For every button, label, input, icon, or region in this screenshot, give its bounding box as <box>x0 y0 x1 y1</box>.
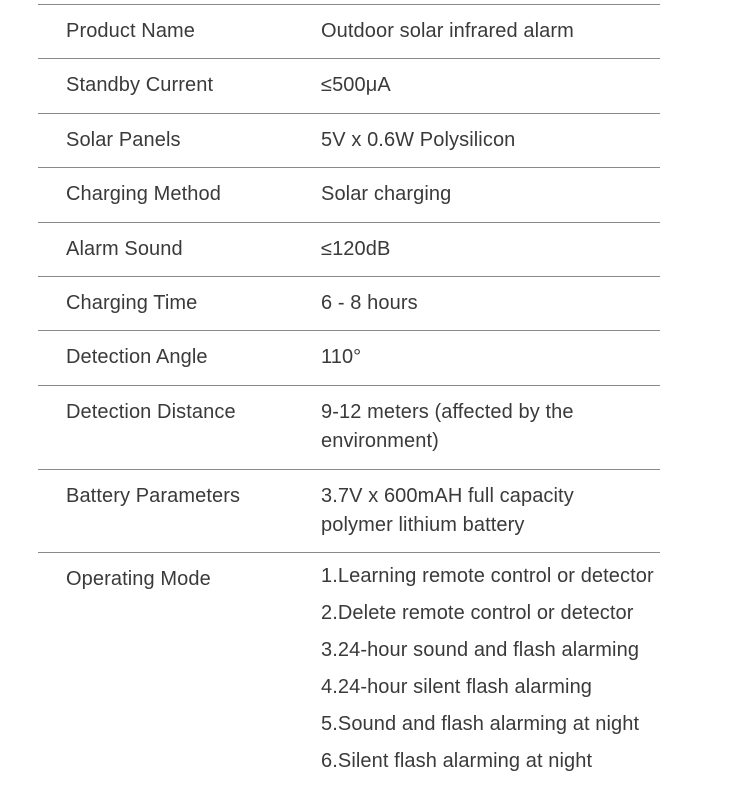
list-item: 2.Delete remote control or detector <box>321 603 660 623</box>
specification-table <box>38 4 660 785</box>
spec-label: Charging Time <box>38 276 321 330</box>
list-item: 4.24-hour silent flash alarming <box>321 677 660 697</box>
table-row <box>38 59 660 113</box>
table-row <box>38 168 660 222</box>
table-row <box>38 553 660 785</box>
spec-label: Charging Method <box>38 168 321 222</box>
list-item: 1.Learning remote control or detector <box>321 566 660 586</box>
list-item: 5.Sound and flash alarming at night <box>321 714 660 734</box>
list-item: 6.Silent flash alarming at night <box>321 751 660 771</box>
operating-mode-list <box>321 566 660 771</box>
spec-value-line: 3.7V x 600mAH full capacity <box>321 483 660 509</box>
spec-label: Product Name <box>38 5 321 59</box>
spec-value-line: ≤500μA <box>321 72 660 98</box>
spec-label: Detection Angle <box>38 331 321 385</box>
spec-value-line: 110° <box>321 344 660 370</box>
spec-value <box>321 385 660 469</box>
spec-value <box>321 168 660 222</box>
spec-label: Battery Parameters <box>38 469 321 553</box>
table-row <box>38 331 660 385</box>
spec-value-line: Solar charging <box>321 181 660 207</box>
specification-table-body <box>38 5 660 785</box>
spec-value <box>321 5 660 59</box>
spec-label: Alarm Sound <box>38 222 321 276</box>
spec-value-line: polymer lithium battery <box>321 512 660 538</box>
spec-value-line: 5V x 0.6W Polysilicon <box>321 127 660 153</box>
spec-value-line: 9-12 meters (affected by the <box>321 399 660 425</box>
table-row <box>38 113 660 167</box>
spec-label: Standby Current <box>38 59 321 113</box>
spec-value <box>321 59 660 113</box>
table-row <box>38 385 660 469</box>
table-row <box>38 5 660 59</box>
spec-value <box>321 331 660 385</box>
spec-value <box>321 222 660 276</box>
spec-value-line: environment) <box>321 428 660 454</box>
spec-label: Operating Mode <box>38 553 321 785</box>
spec-label: Detection Distance <box>38 385 321 469</box>
spec-value <box>321 113 660 167</box>
spec-label: Solar Panels <box>38 113 321 167</box>
spec-value-line: ≤120dB <box>321 236 660 262</box>
table-row <box>38 222 660 276</box>
spec-value <box>321 276 660 330</box>
table-row <box>38 276 660 330</box>
list-item: 3.24-hour sound and flash alarming <box>321 640 660 660</box>
spec-value <box>321 553 660 785</box>
spec-value <box>321 469 660 553</box>
spec-value-line: Outdoor solar infrared alarm <box>321 18 660 44</box>
table-row <box>38 469 660 553</box>
spec-value-line: 6 - 8 hours <box>321 290 660 316</box>
